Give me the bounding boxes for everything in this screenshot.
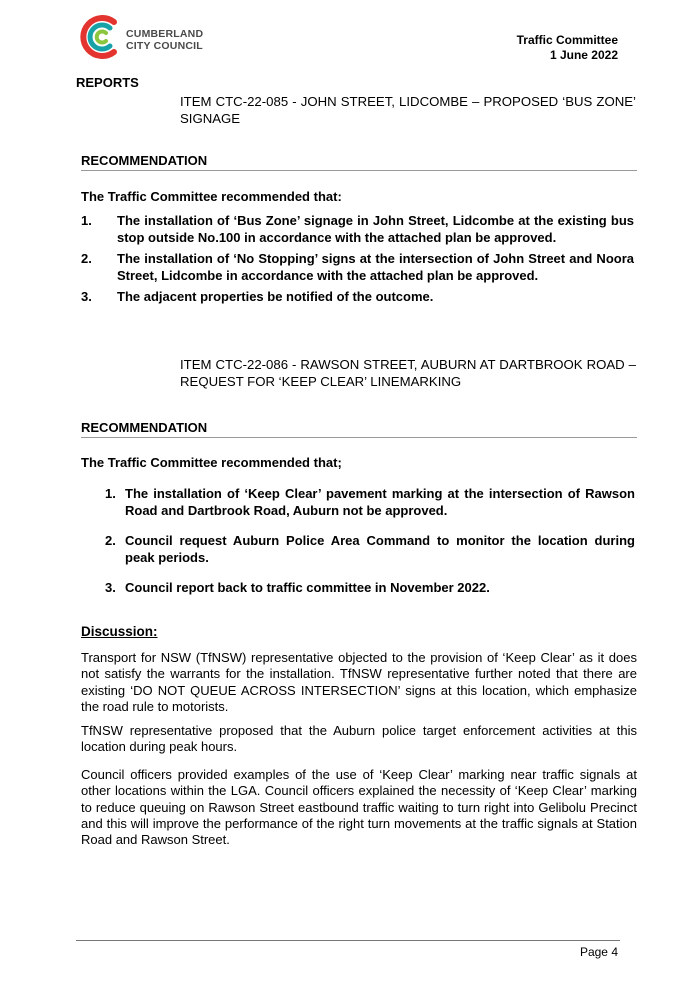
recommendation-text: The installation of ‘No Stopping’ signs at the intersection of John Street and Noora Street, Lidcombe in accordance with the attached plan be approved. <box>117 251 634 283</box>
item-1-intro: The Traffic Committee recommended that: <box>81 189 342 204</box>
recommendation-text: The installation of ‘Keep Clear’ pavement marking at the intersection of Rawson Road and Dartbrook Road, Auburn not be approved. <box>125 486 635 518</box>
item-1-recommendations <box>81 213 634 306</box>
recommendation-number: 3. <box>105 580 116 595</box>
recommendation-text: Council report back to traffic committee in November 2022. <box>125 580 490 595</box>
discussion-paragraph: TfNSW representative proposed that the Auburn police target enforcement activities at this location during peak hours. <box>81 723 637 755</box>
section-label: REPORTS <box>76 75 139 90</box>
committee-name: Traffic Committee <box>516 33 618 47</box>
cumberland-logo-icon <box>78 14 124 60</box>
recommendation-text: Council request Auburn Police Area Command to monitor the location during peak periods. <box>125 533 635 565</box>
recommendation-item <box>105 486 635 519</box>
recommendation-text: The adjacent properties be notified of the outcome. <box>117 289 434 304</box>
recommendation-number: 3. <box>81 289 92 304</box>
item-2-recommendation-heading: RECOMMENDATION <box>81 420 637 438</box>
item-2-recommendations <box>105 486 635 597</box>
recommendation-item <box>81 251 634 284</box>
recommendation-number: 2. <box>105 533 116 548</box>
org-name-line2: CITY COUNCIL <box>126 40 203 52</box>
org-name <box>126 28 203 52</box>
recommendation-item <box>81 289 634 306</box>
item-1-title: ITEM CTC-22-085 - JOHN STREET, LIDCOMBE – PROPOSED ‘BUS ZONE’ SIGNAGE <box>180 94 636 126</box>
recommendation-item <box>105 580 635 597</box>
recommendation-number: 1. <box>81 213 92 228</box>
discussion-heading: Discussion: <box>81 624 158 639</box>
org-name-line1: CUMBERLAND <box>126 28 204 40</box>
recommendation-item <box>105 533 635 566</box>
recommendation-number: 2. <box>81 251 92 266</box>
recommendation-text: The installation of ‘Bus Zone’ signage in John Street, Lidcombe at the existing bus stop outside No.100 in accordance with the attached plan be approved. <box>117 213 634 245</box>
item-2-intro: The Traffic Committee recommended that; <box>81 455 342 470</box>
page-number: Page 4 <box>579 945 618 959</box>
recommendation-number: 1. <box>105 486 116 501</box>
footer-divider <box>76 940 620 941</box>
discussion-paragraph: Transport for NSW (TfNSW) representative objected to the provision of ‘Keep Clear’ as it does not satisfy the warrants for the installation. TfNSW representative further noted that there are existing ‘DO NOT QUEUE ACROSS INTERSECTION’ signs at this location, which emphasize the road rule to motorists. <box>81 650 637 714</box>
item-2-title: ITEM CTC-22-086 - RAWSON STREET, AUBURN AT DARTBROOK ROAD – REQUEST FOR ‘KEEP CLEAR’ LINEMARKING <box>180 357 636 389</box>
item-1-recommendation-heading: RECOMMENDATION <box>81 153 637 171</box>
discussion-paragraph: Council officers provided examples of the use of ‘Keep Clear’ marking near traffic signals at other locations within the LGA. Council officers explained the necessity of ‘Keep Clear’ marking to reduce queuing on Rawson Street eastbound traffic waiting to turn right into Gelibolu Precinct and this will improve the performance of the right turn movements at the traffic signals at Station Road and Rawson Street. <box>81 767 637 848</box>
meeting-date: 1 June 2022 <box>549 48 618 62</box>
header-meta <box>517 33 618 63</box>
recommendation-item <box>81 213 634 246</box>
